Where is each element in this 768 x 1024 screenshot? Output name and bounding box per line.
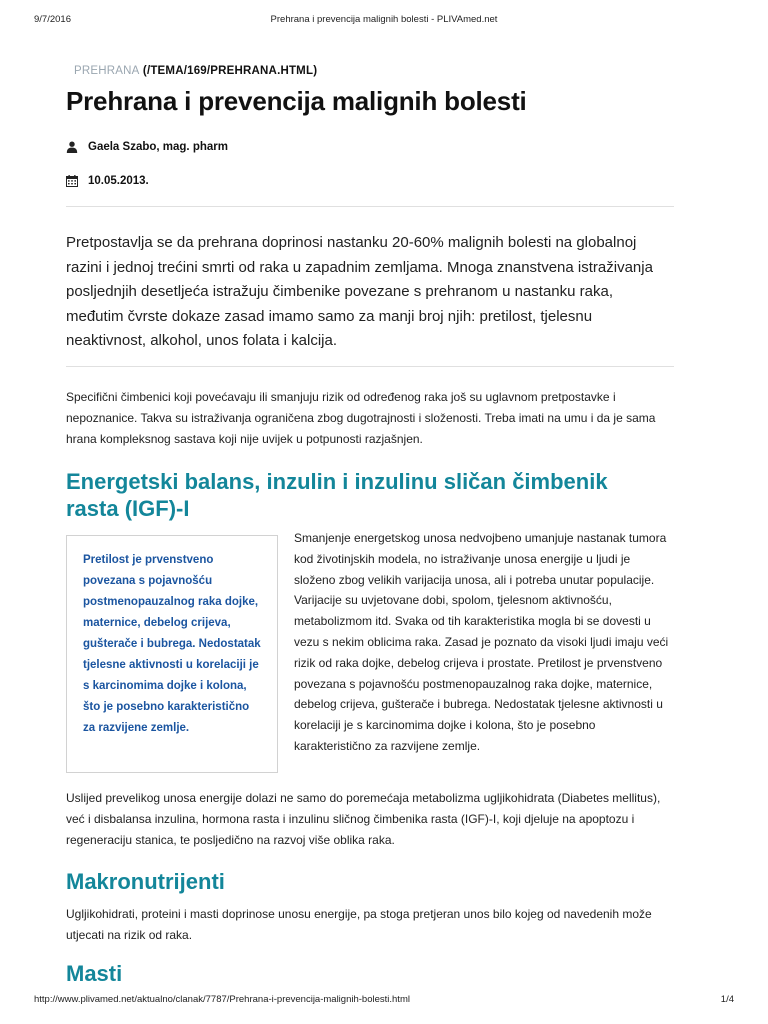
print-page-number: 1/4 (720, 994, 734, 1005)
date-row (66, 175, 149, 187)
body-paragraph: Specifični čimbenici koji povećavaju ili smanjuju rizik od određenog raka još su uglavnom pretpostavke i nepoznanice. Takva su istraživanja ograničena zbog dugotrajnosti i složenosti. Treba imati na umu i da je sama hrana kompleksnog sastava koji nije uvijek u potpunosti razjašnjen. (66, 390, 656, 446)
divider (66, 206, 674, 207)
pull-quote-box (66, 535, 278, 773)
section-heading-energy: Energetski balans, inzulin i inzulinu sličan čimbenik rasta (IGF)-I (66, 469, 608, 521)
section-heading-makronutrijenti: Makronutrijenti (66, 869, 225, 894)
breadcrumb-category-link[interactable]: PREHRANA (74, 65, 140, 77)
lead-paragraph: Pretpostavlja se da prehrana doprinosi nastanku 20-60% malignih bolesti na globalnoj razini i jednoj trećini smrti od raka u zapadnim zemljama. Mnoga znanstvena istraživanja posljednjih desetljeća istražuju čimbenike povezane s prehranom u nastanku raka, međutim čvrste dokaze zasad imamo samo za manji broj njih: pretilost, tjelesnu neaktivnost, alkohol, unos folata i kalcija. (66, 234, 653, 349)
print-url: http://www.plivamed.net/aktualno/clanak/7787/Prehrana-i-prevencija-malignih-bolesti.html (34, 994, 410, 1005)
breadcrumb-path: (/TEMA/169/PREHRANA.HTML) (139, 65, 318, 77)
author-name: Gaela Szabo, mag. pharm (88, 141, 228, 153)
print-page-title: Prehrana i prevencija malignih bolesti - PLIVAmed.net (270, 14, 498, 25)
print-date: 9/7/2016 (34, 14, 71, 25)
body-paragraph: Uslijed prevelikog unosa energije dolazi ne samo do poremećaja metabolizma ugljikohidrata (Diabetes mellitus), već i disbalansa inzulina, hormona rasta i inzulinu sličnog čimbenika rasta (IGF)-I, koji djeluje na apoptozu i regeneraciju stanica, te posljedično na razvoj više oblika raka. (66, 791, 661, 847)
publish-date: 10.05.2013. (88, 175, 149, 187)
author-row (66, 141, 228, 153)
body-paragraph: Ugljikohidrati, proteini i masti doprinose unosu energije, pa stoga pretjeran unos bilo kojeg od navedenih može utjecati na rizik od raka. (66, 907, 652, 942)
section-heading-masti: Masti (66, 961, 123, 986)
divider (66, 366, 674, 367)
print-footer (34, 994, 734, 1008)
calendar-icon (66, 175, 78, 187)
breadcrumb (74, 65, 317, 77)
user-icon (66, 141, 78, 153)
article-title: Prehrana i prevencija malignih bolesti (66, 86, 527, 116)
print-header (34, 14, 734, 28)
body-paragraph-energy: Smanjenje energetskog unosa nedvojbeno umanjuje nastanak tumora kod životinjskih modela, no istraživanje unosa energije u ljudi je složeno zbog velikih varijacija unosa, ali i potreba unutar populacije. Varijacije su uvjetovane dobi, spolom, tjelesnom aktivnošću, metabolizmom itd. Svaka od tih karakteristika mogla bi se dovesti u vezu s nekim oblicima raka. Zasad je poznato da visoki ljudi imaju veći rizik od raka dojke, debelog crijeva i prostate. Pretilost je prvenstveno povezana s pojavnošću postmenopauzalnog raka dojke, maternice, debelog crijeva, gušterače i bubrega. Nedostatak tjelesne aktivnosti u korelaciji je s karcinomima dojke i kolona, što je posebno karakteristično za razvijene zemlje. (294, 531, 669, 753)
pull-quote-text: Pretilost je prvenstveno povezana s pojavnošću postmenopauzalnog raka dojke, maternice, debelog crijeva, gušterače i bubrega. Nedostatak tjelesne aktivnosti u korelaciji je s karcinomima dojke i kolona, što je posebno karakteristično za razvijene zemlje. (83, 554, 261, 734)
